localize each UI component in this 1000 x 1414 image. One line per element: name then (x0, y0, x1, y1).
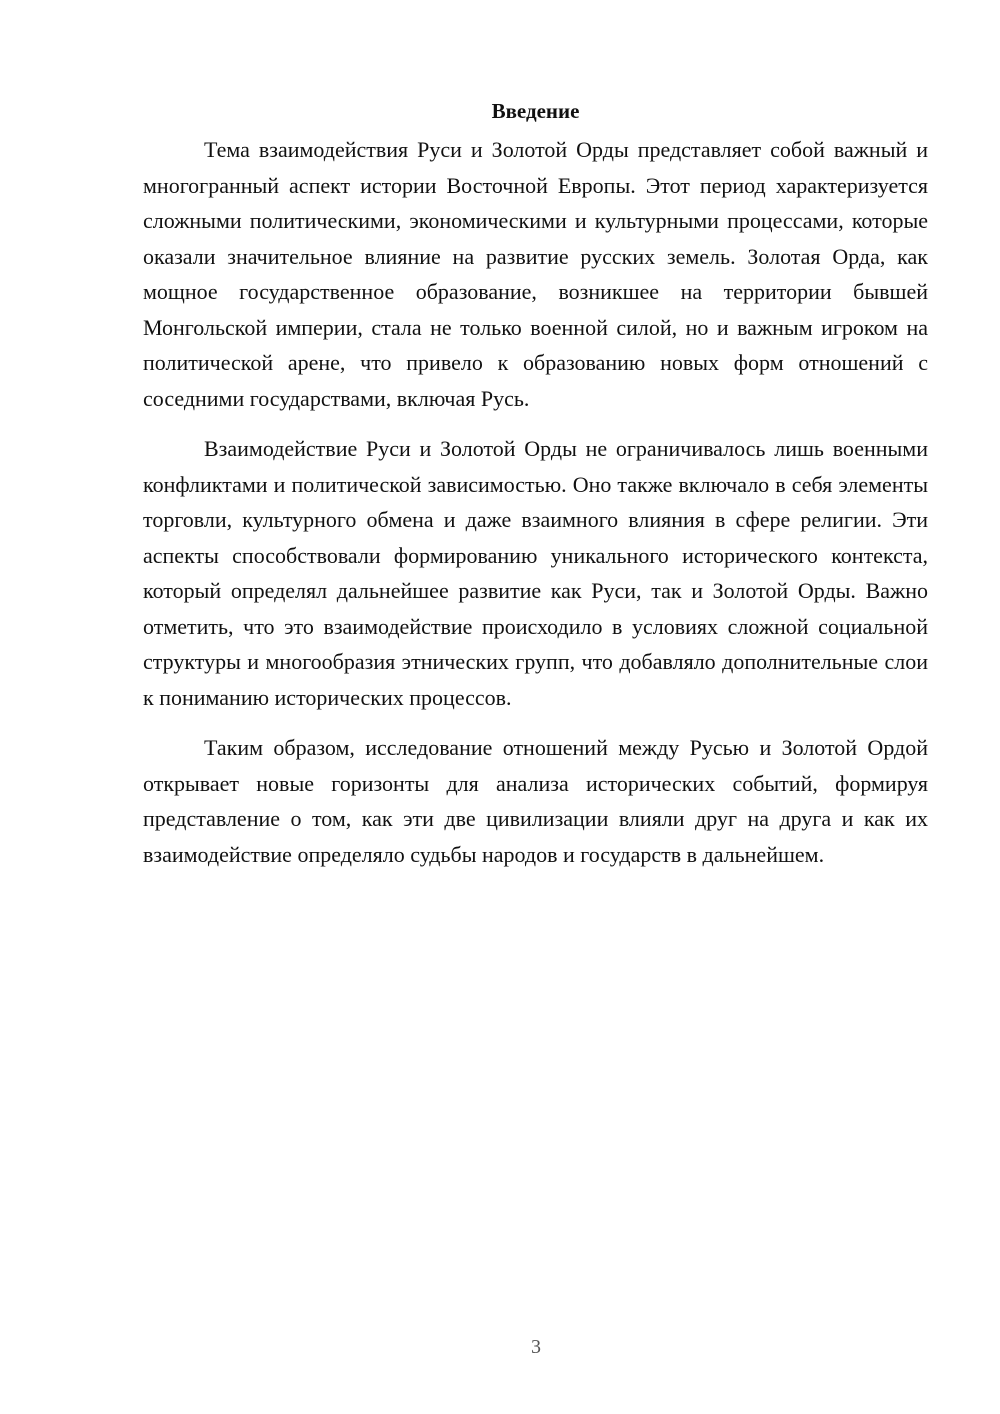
section-title: Введение (491, 99, 580, 123)
page-number: 3 (531, 1336, 541, 1358)
paragraph-1: Тема взаимодействия Руси и Золотой Орды представляет собой важный и многогранный аспект истории Восточной Европы. Этот период характеризуется сложными политическими, экономическими и культурными процессами, которые оказали значительное влияние на развитие русских земель. Золотая Орда, как мощное государственное образование, возникшее на территории бывшей Монгольской империи, стала не только военной силой, но и важным игроком на политической арене, что привело к образованию новых форм отношений с соседними государствами, включая Русь. (143, 137, 928, 411)
paragraph-2: Взаимодействие Руси и Золотой Орды не ограничивалось лишь военными конфликтами и политической зависимостью. Оно также включало в себя элементы торговли, культурного обмена и даже взаимного влияния в сфере религии. Эти аспекты способствовали формированию уникального исторического контекста, который определял дальнейшее развитие как Руси, так и Золотой Орды. Важно отметить, что это взаимодействие происходило в условиях сложной социальной структуры и многообразия этнических групп, что добавляло дополнительные слои к пониманию исторических процессов. (143, 436, 928, 710)
page-content (143, 92, 928, 887)
paragraph-3: Таким образом, исследование отношений между Русью и Золотой Ордой открывает новые горизонты для анализа исторических событий, формируя представление о том, как эти две цивилизации влияли друг на друга и как их взаимодействие определяло судьбы народов и государств в дальнейшем. (143, 735, 928, 867)
